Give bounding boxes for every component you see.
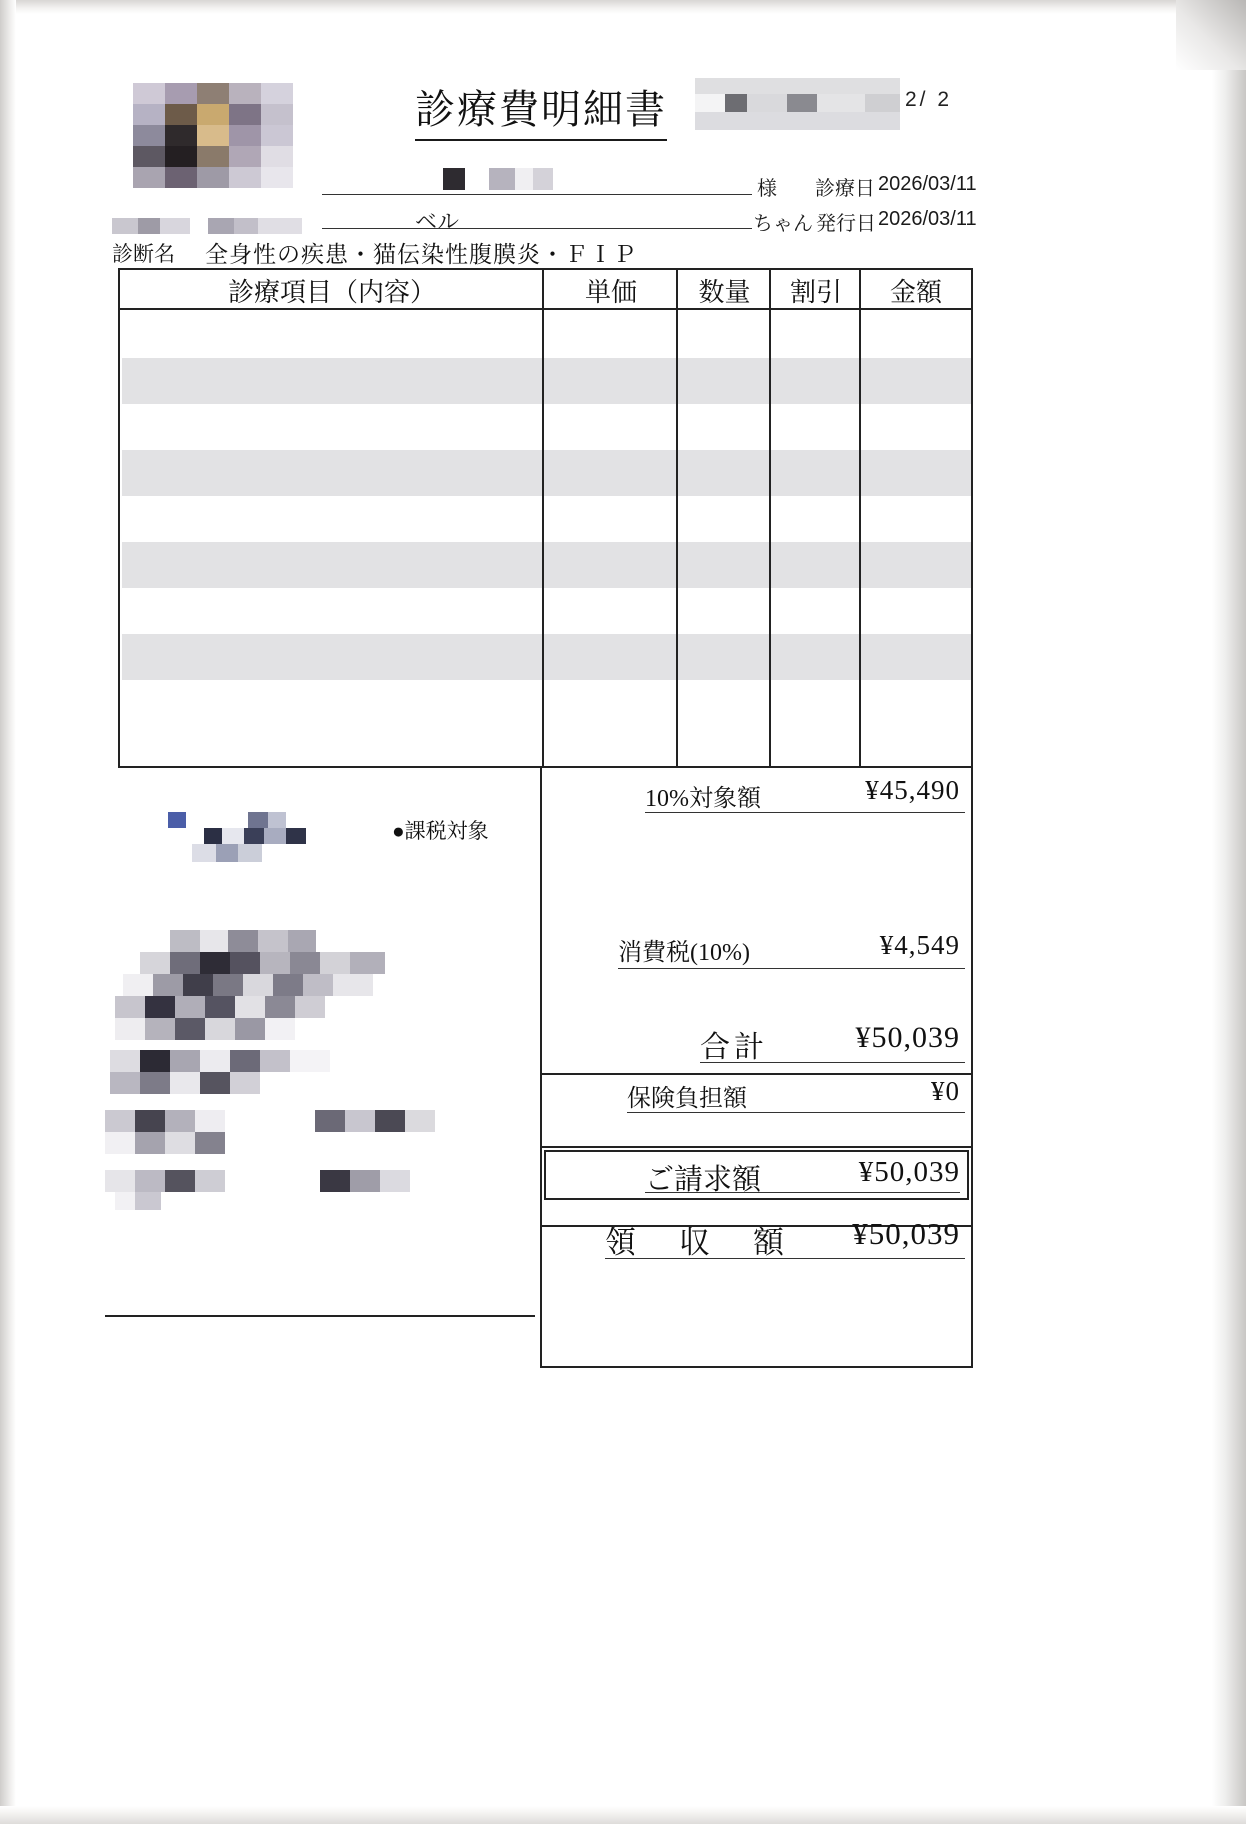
paper-edge-bottom xyxy=(0,1806,1246,1824)
diagnosis-value: 全身性の疾患・猫伝染性腹膜炎・ＦＩＰ xyxy=(205,242,637,267)
issue-date-value: 2026/03/11 xyxy=(878,208,977,230)
total-label: 合計 xyxy=(700,1031,768,1064)
pet-name-underline xyxy=(322,228,752,229)
pet-suffix: ちゃん xyxy=(753,213,813,235)
table-row xyxy=(122,450,971,496)
taxable-amount-label: 10%対象額 xyxy=(645,786,761,812)
column-header-unitprice: 単価 xyxy=(584,277,637,307)
table-divider xyxy=(859,270,861,766)
paper-edge-right xyxy=(1212,0,1246,1824)
paper-edge-left xyxy=(0,0,16,1824)
signature-line xyxy=(105,1315,535,1317)
redaction-clinic-name xyxy=(695,78,900,130)
table-divider xyxy=(542,270,544,766)
taxable-amount-value: ¥45,490 xyxy=(865,775,960,805)
owner-name-underline xyxy=(322,194,752,195)
column-header-amount: 金額 xyxy=(889,277,942,307)
totals-block xyxy=(540,768,973,1368)
insurance-amount-label: 保険負担額 xyxy=(627,1086,747,1112)
insurance-amount-value: ¥0 xyxy=(931,1076,960,1106)
diagnosis-label: 診断名 xyxy=(112,242,175,266)
billed-amount-value: ¥50,039 xyxy=(858,1156,960,1188)
taxable-amount-underline xyxy=(645,812,965,813)
page-number: 2/ 2 xyxy=(905,88,953,111)
redaction-note-body xyxy=(105,930,440,1220)
redaction-logo xyxy=(133,83,293,188)
table-row xyxy=(122,634,971,680)
totals-divider xyxy=(542,1073,971,1075)
total-underline xyxy=(700,1062,965,1063)
billed-amount-underline xyxy=(645,1192,960,1193)
totals-divider xyxy=(542,1146,971,1148)
table-divider xyxy=(676,270,678,766)
treatment-date-label: 診療日 xyxy=(815,178,875,200)
paper-corner-fold xyxy=(1176,0,1246,70)
column-header-discount: 割引 xyxy=(789,277,842,307)
table-divider xyxy=(769,270,771,766)
column-header-quantity: 数量 xyxy=(698,277,751,307)
consumption-tax-value: ¥4,549 xyxy=(879,930,960,960)
items-table-header xyxy=(120,270,971,310)
consumption-tax-label: 消費税(10%) xyxy=(618,940,750,966)
owner-suffix: 様 xyxy=(757,178,777,200)
redaction-clinic-address xyxy=(112,218,302,234)
received-amount-underline xyxy=(605,1258,965,1259)
total-value: ¥50,039 xyxy=(855,1021,960,1054)
items-table xyxy=(118,268,973,768)
treatment-date-value: 2026/03/11 xyxy=(878,173,977,195)
table-row xyxy=(122,358,971,404)
received-amount-value: ¥50,039 xyxy=(852,1216,960,1251)
received-amount-label: 領 収 額 xyxy=(605,1225,790,1260)
page-title: 診療費明細書 xyxy=(415,78,667,141)
redaction-note-top xyxy=(168,812,338,862)
table-row xyxy=(122,542,971,588)
pet-name: ベル xyxy=(415,209,460,234)
consumption-tax-underline xyxy=(618,968,965,969)
billed-amount-label: ご請求額 xyxy=(645,1164,762,1196)
redaction-owner-name xyxy=(443,168,553,190)
taxable-mark-note: ●課税対象 xyxy=(392,820,489,843)
column-header-item: 診療項目（内容） xyxy=(227,277,436,307)
insurance-amount-underline xyxy=(627,1112,965,1113)
issue-date-label: 発行日 xyxy=(816,213,876,235)
paper-edge-top xyxy=(0,0,1246,14)
